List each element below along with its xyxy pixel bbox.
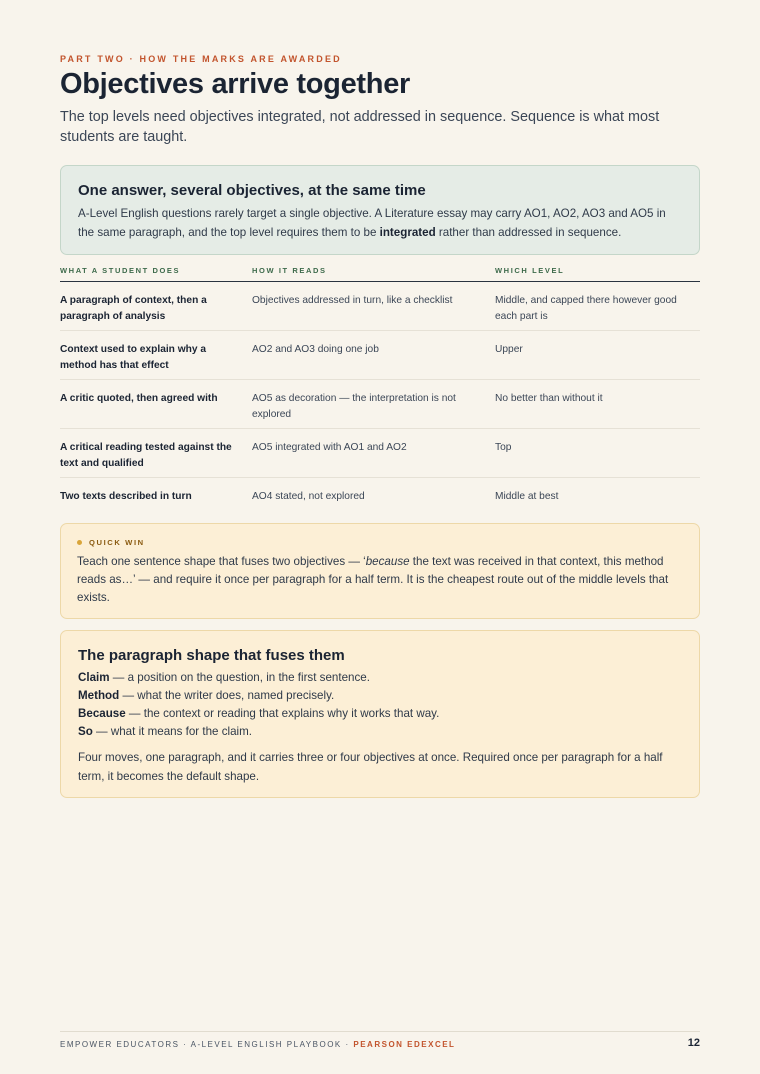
table-row: [60, 380, 700, 429]
table-row: [60, 429, 700, 478]
table-header: [60, 266, 700, 282]
shape-move-desc: — what the writer does, named precisely.: [119, 689, 335, 702]
quick-win-label: [77, 538, 683, 547]
table-cell: Upper: [495, 344, 523, 355]
quick-win-body-italic: because: [365, 555, 410, 568]
quick-win-body-before: Teach one sentence shape that fuses two objectives — ‘: [77, 555, 366, 568]
table-cell: AO5 integrated with AO1 and AO2: [252, 442, 407, 453]
table-row: [60, 331, 700, 380]
quick-win-body-after: the text was received in that context, this method reads as…’ — and require it once per paragraph for a half term. It is the cheapest route out of the middle levels that exists.: [77, 555, 669, 604]
shape-move-desc: — a position on the question, in the first sentence.: [109, 671, 370, 684]
objectives-callout: [60, 165, 700, 255]
levels-table: [60, 266, 700, 527]
footer-brand: PEARSON EDEXCEL: [353, 1040, 456, 1049]
table-row: [60, 282, 700, 331]
table-cell: AO4 stated, not explored: [252, 491, 365, 502]
bullet-dot-icon: [77, 540, 82, 545]
footer-credit-text: EMPOWER EDUCATORS · A-LEVEL ENGLISH PLAYBOOK ·: [60, 1040, 354, 1049]
page-lede: The top levels need objectives integrated, not addressed in sequence. Sequence is what most students are taught.: [60, 109, 660, 145]
page-number: 12: [687, 1037, 700, 1049]
column-header: WHICH LEVEL: [495, 266, 565, 275]
callout-body-after: rather than addressed in sequence.: [435, 225, 622, 239]
shape-move-term: So: [78, 725, 93, 738]
quick-win-box: [60, 523, 700, 619]
page: [60, 0, 700, 1074]
shape-move-term: Method: [78, 689, 120, 702]
quick-win-body: [77, 553, 683, 607]
paragraph-shape-box: [60, 630, 700, 798]
column-header: HOW IT READS: [252, 266, 327, 275]
table-cell: Top: [495, 442, 512, 453]
shape-move: [78, 705, 682, 723]
table-cell: Context used to explain why a method has that effect: [60, 344, 207, 371]
shape-title: The paragraph shape that fuses them: [78, 647, 345, 664]
table-cell: Two texts described in turn: [60, 491, 192, 502]
shape-move: [78, 723, 682, 741]
table-row: [60, 478, 700, 527]
callout-title: One answer, several objectives, at the same time: [78, 182, 426, 199]
table-cell: Middle, and capped there however good each part is: [495, 295, 677, 322]
shape-move-term: Because: [78, 707, 126, 720]
table-cell: Middle at best: [495, 491, 559, 502]
footer-divider: [60, 1031, 700, 1032]
table-cell: A critic quoted, then agreed with: [60, 393, 218, 404]
callout-body-before: A-Level English questions rarely target a single objective. A Literature essay may carry AO1, AO2, AO3 and AO5 in the same paragraph, and the top level requires them to be: [78, 207, 666, 239]
shape-closing: Four moves, one paragraph, and it carries three or four objectives at once. Required once per paragraph for a half term, it becomes the default shape.: [78, 751, 663, 783]
table-cell: Objectives addressed in turn, like a checklist: [252, 295, 453, 306]
shape-move-term: Claim: [78, 671, 110, 684]
shape-move: [78, 687, 682, 705]
column-header: WHAT A STUDENT DOES: [60, 266, 181, 275]
shape-move-desc: — the context or reading that explains why it works that way.: [125, 707, 440, 720]
footer-credit: [60, 1040, 455, 1049]
callout-body-bold: integrated: [379, 225, 436, 239]
shape-move: [78, 669, 682, 687]
callout-body: [78, 205, 682, 242]
table-cell: A paragraph of context, then a paragraph of analysis: [60, 295, 207, 322]
table-cell: AO2 and AO3 doing one job: [252, 344, 379, 355]
table-cell: A critical reading tested against the text and qualified: [60, 442, 232, 469]
page-title: Objectives arrive together: [60, 68, 411, 100]
table-cell: AO5 as decoration — the interpretation is not explored: [252, 393, 456, 420]
section-eyebrow: PART TWO · HOW THE MARKS ARE AWARDED: [60, 54, 342, 64]
table-cell: No better than without it: [495, 393, 603, 404]
shape-move-desc: — what it means for the claim.: [92, 725, 252, 738]
quick-win-label-text: QUICK WIN: [89, 538, 145, 547]
